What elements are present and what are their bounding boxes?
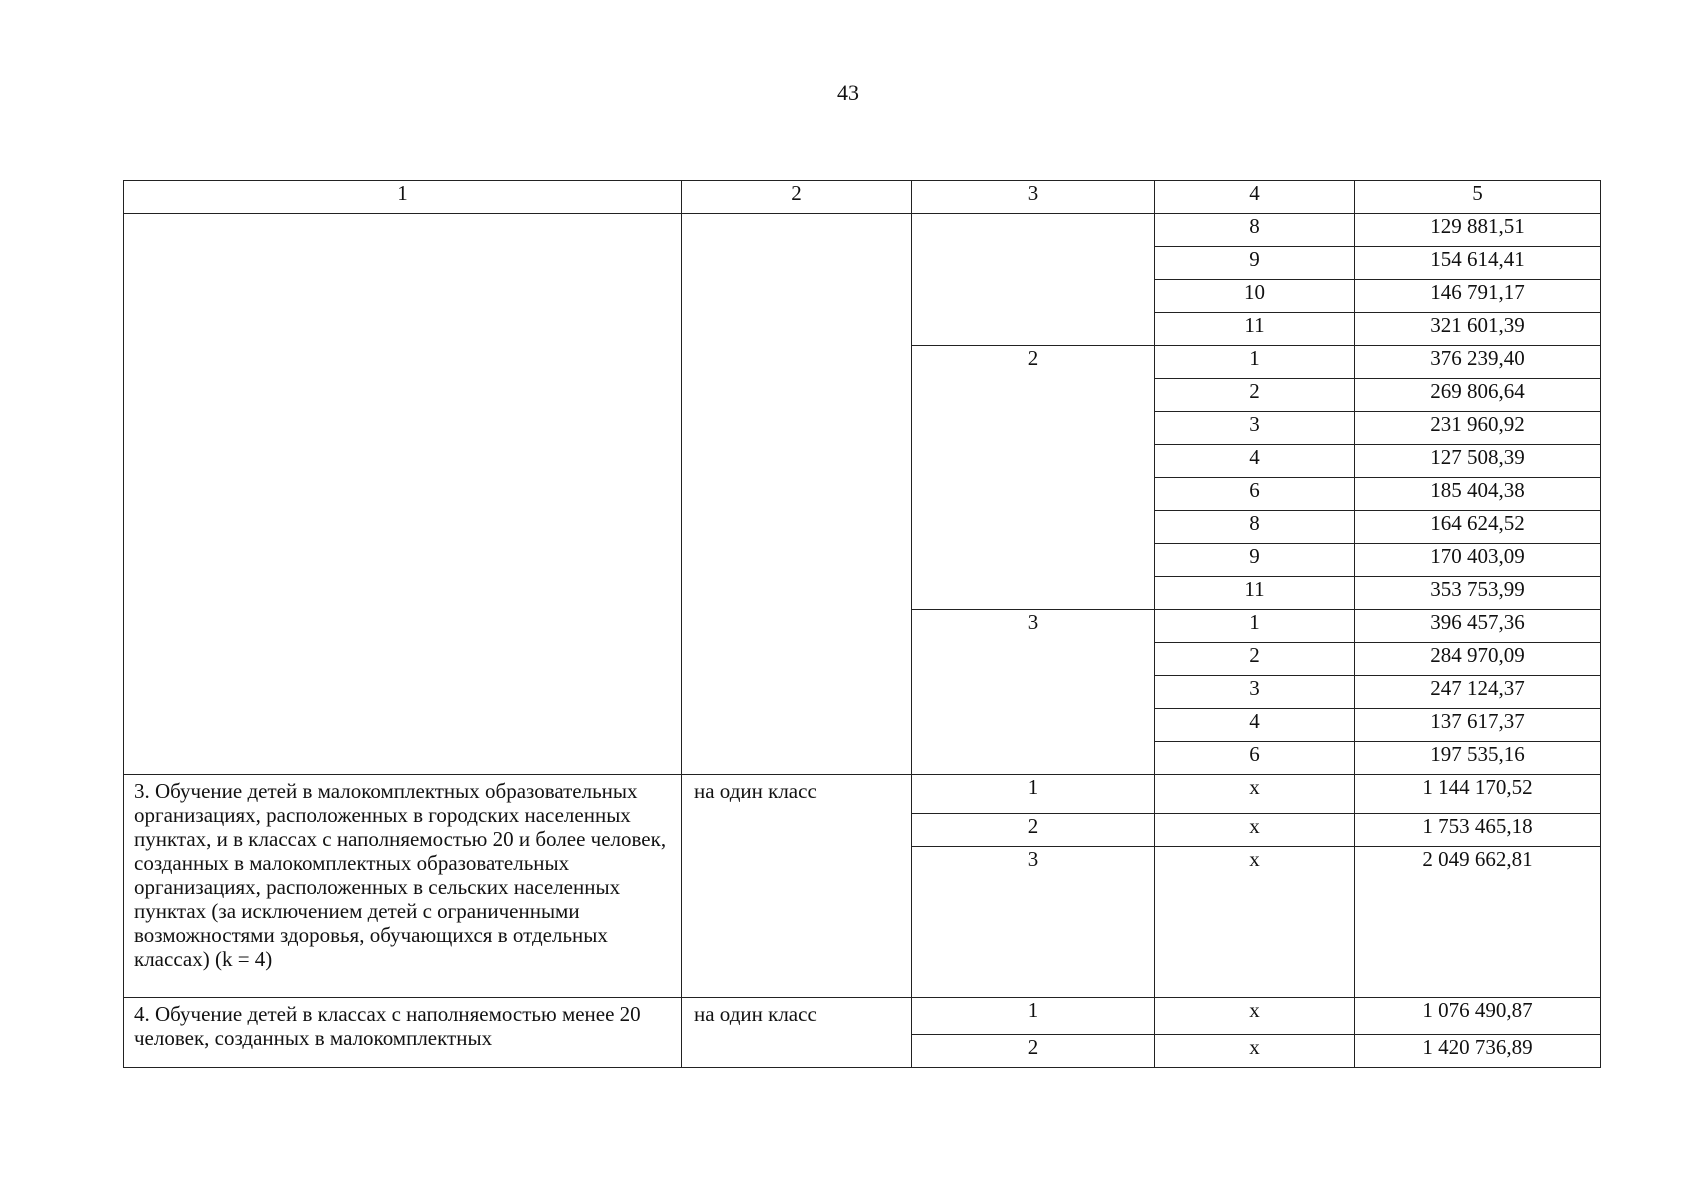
value-cell: 185 404,38 [1355,478,1601,511]
value-cell: 197 535,16 [1355,742,1601,775]
section-3-unit: на один класс [682,775,912,998]
header-col-4: 4 [1155,181,1355,214]
header-col-3: 3 [912,181,1155,214]
value-cell: 129 881,51 [1355,214,1601,247]
class-cell: 9 [1155,544,1355,577]
class-cell: 1 [1155,346,1355,379]
class-cell: х [1155,775,1355,814]
value-cell: 154 614,41 [1355,247,1601,280]
value-cell: 1 076 490,87 [1355,998,1601,1035]
value-cell: 1 420 736,89 [1355,1035,1601,1068]
value-cell: 284 970,09 [1355,643,1601,676]
value-cell: 231 960,92 [1355,412,1601,445]
value-cell: 321 601,39 [1355,313,1601,346]
group-cell: 2 [912,346,1155,610]
value-cell: 1 753 465,18 [1355,814,1601,847]
class-cell: х [1155,1035,1355,1068]
group-cell: 1 [912,775,1155,814]
section-3-description: 3. Обучение детей в малокомплектных образовательных организациях, расположенных в городских населенных пунктах, и в классах с наполняемостью 20 и более человек, созданных в малокомплектных образовательных организациях, расположенных в сельских населенных пунктах (за исключением детей с ограниченными возможностями здоровья, обучающихся в отдельных классах) (k = 4) [124,775,682,998]
group-cell: 2 [912,814,1155,847]
value-cell: 2 049 662,81 [1355,847,1601,998]
group-cell: 1 [912,998,1155,1035]
class-cell: 10 [1155,280,1355,313]
value-cell: 353 753,99 [1355,577,1601,610]
class-cell: 6 [1155,742,1355,775]
class-cell: 2 [1155,379,1355,412]
group-cell: 2 [912,1035,1155,1068]
value-cell: 247 124,37 [1355,676,1601,709]
page-number: 43 [837,80,859,105]
value-cell: 137 617,37 [1355,709,1601,742]
class-cell: 11 [1155,577,1355,610]
value-cell: 269 806,64 [1355,379,1601,412]
group-cell: 3 [912,610,1155,775]
header-col-5: 5 [1355,181,1601,214]
group-cell [912,214,1155,346]
class-cell: 4 [1155,445,1355,478]
class-cell: 2 [1155,643,1355,676]
class-cell: 4 [1155,709,1355,742]
section-4-description: 4. Обучение детей в классах с наполняемостью менее 20 человек, созданных в малокомплектных [124,998,682,1068]
section-4-unit: на один класс [682,998,912,1068]
header-row [124,181,1601,214]
class-cell: 6 [1155,478,1355,511]
normative-table [123,180,1601,1068]
class-cell: 8 [1155,511,1355,544]
class-cell: х [1155,814,1355,847]
value-cell: 396 457,36 [1355,610,1601,643]
value-cell: 170 403,09 [1355,544,1601,577]
value-cell: 1 144 170,52 [1355,775,1601,814]
header-col-2: 2 [682,181,912,214]
header-col-1: 1 [124,181,682,214]
continued-description-cell [124,214,682,775]
class-cell: 3 [1155,676,1355,709]
value-cell: 164 624,52 [1355,511,1601,544]
class-cell: х [1155,998,1355,1035]
table-row [124,214,1601,247]
class-cell: 3 [1155,412,1355,445]
value-cell: 376 239,40 [1355,346,1601,379]
class-cell: 9 [1155,247,1355,280]
table-row [124,998,1601,1035]
group-cell: 3 [912,847,1155,998]
class-cell: 11 [1155,313,1355,346]
class-cell: х [1155,847,1355,998]
continued-unit-cell [682,214,912,775]
class-cell: 8 [1155,214,1355,247]
class-cell: 1 [1155,610,1355,643]
value-cell: 127 508,39 [1355,445,1601,478]
table-row [124,775,1601,814]
value-cell: 146 791,17 [1355,280,1601,313]
